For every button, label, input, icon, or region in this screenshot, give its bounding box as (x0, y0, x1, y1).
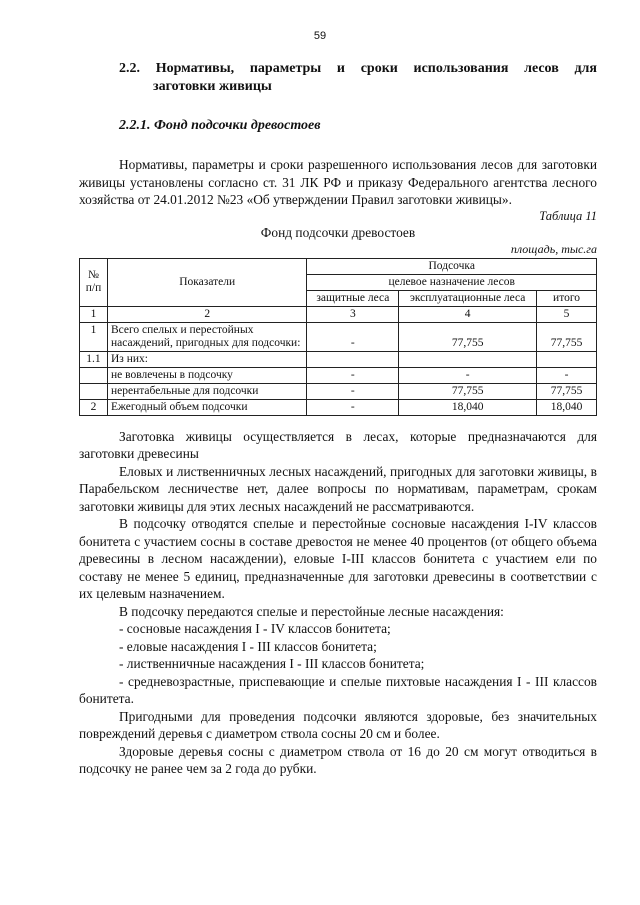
row-num: 2 (80, 399, 108, 415)
row-total (537, 351, 597, 367)
body-paragraph: Здоровые деревья сосны с диаметром ствола от 16 до 20 см могут отводиться в подсочку не ранее чем за 2 года до рубки. (79, 743, 597, 776)
header-operational: эксплуатационные леса (399, 290, 537, 306)
row-protective: - (307, 367, 399, 383)
header-num: № п/п (80, 258, 108, 306)
intro-paragraph: Нормативы, параметры и сроки разрешенного использования лесов для заготовки живицы установлены согласно ст. 31 ЛК РФ и приказу Федерального агентства лесного хозяйства от 24.01.2012 №23 «Об утверждении Правил заготовки живицы». (79, 157, 597, 207)
section-number: 2.2. (119, 61, 140, 76)
row-operational: 77,755 (399, 383, 537, 399)
document-body (79, 60, 597, 778)
row-operational: - (399, 367, 537, 383)
row-num (80, 383, 108, 399)
row-operational: 18,040 (399, 399, 537, 415)
row-num: 1.1 (80, 351, 108, 367)
page-number: 59 (313, 30, 327, 42)
list-item: - сосновые насаждения I - IV классов бонитета; (119, 621, 391, 636)
subsection-heading: 2.2.1. Фонд подсочки древостоев (119, 118, 321, 133)
body-paragraph: Пригодными для проведения подсочки являются здоровые, без значительных повреждений деревья с диаметром ствола сосны 20 см и более. (79, 708, 597, 741)
row-total: 77,755 (537, 383, 597, 399)
row-operational (399, 351, 537, 367)
row-label: нерентабельные для подсочки (107, 383, 306, 399)
column-number: 5 (537, 306, 597, 322)
row-label: Из них: (107, 351, 306, 367)
header-tapping: Подсочка (307, 258, 597, 274)
row-label: Ежегодный объем подсочки (107, 399, 306, 415)
list-item: - лиственничные насаждения I - III классов бонитета; (119, 656, 425, 671)
row-protective: - (307, 383, 399, 399)
section-title-word: лесов (524, 61, 559, 76)
column-number: 1 (80, 306, 108, 322)
row-label: Всего спелых и перестойных насаждений, пригодных для подсочки: (107, 322, 306, 351)
row-label: не вовлечены в подсочку (107, 367, 306, 383)
section-title-word: для (574, 61, 597, 76)
header-protective: защитные леса (307, 290, 399, 306)
table-row (80, 367, 597, 383)
list-item: - еловые насаждения I - III классов бонитета; (119, 638, 377, 654)
header-total: итого (537, 290, 597, 306)
tapping-fund-table (79, 258, 597, 416)
table-row (80, 383, 597, 399)
row-total: 77,755 (537, 322, 597, 351)
row-total: 18,040 (537, 399, 597, 415)
row-protective (307, 351, 399, 367)
table-row (80, 351, 597, 367)
row-protective: - (307, 322, 399, 351)
table-number: Таблица 11 (539, 208, 597, 223)
row-total: - (537, 367, 597, 383)
column-number: 3 (307, 306, 399, 322)
section-title-word: и (336, 61, 345, 76)
section-heading-line-1 (79, 60, 597, 78)
body-paragraph: В подсочку отводятся спелые и перестойные сосновые насаждения I-IV классов бонитета с участием сосны в составе древостоя не менее 40 процентов (от общего объема древесины в лесном насаждении), еловые I-III классов бонитета с участием ели по составу не менее 5 единиц, предназначенные для заготовки древесины в соответствии с их целевым назначением. (79, 516, 597, 601)
header-purpose: целевое назначение лесов (307, 274, 597, 290)
header-indicators: Показатели (107, 258, 306, 306)
table-row (80, 399, 597, 415)
section-heading (79, 60, 597, 96)
section-title-word: сроки (360, 61, 398, 76)
table-title: Фонд подсочки древостоев (260, 224, 416, 240)
body-paragraph: Заготовка живицы осуществляется в лесах, которые предназначаются для заготовки древесины (79, 428, 597, 461)
section-heading-line-2: заготовки живицы (153, 79, 272, 94)
section-title-word: Нормативы, (155, 61, 235, 76)
row-protective: - (307, 399, 399, 415)
body-paragraph: В подсочку передаются спелые и перестойные лесные насаждения: (119, 603, 504, 619)
column-number: 2 (107, 306, 306, 322)
table-unit: площадь, тыс.га (510, 241, 597, 256)
table-row (80, 322, 597, 351)
row-operational: 77,755 (399, 322, 537, 351)
column-number-row (80, 306, 597, 322)
column-number: 4 (399, 306, 537, 322)
body-paragraph: Еловых и лиственничных лесных насаждений, пригодных для заготовки живицы, в Парабельском лесничестве нет, далее вопросы по нормативам, параметрам, срокам заготовки живицы для этих лесных насаждений не рассматриваются. (79, 463, 597, 514)
section-title-word: параметры (249, 61, 322, 76)
section-title-word: использования (413, 61, 509, 76)
row-num (80, 367, 108, 383)
row-num: 1 (80, 322, 108, 351)
list-item: - средневозрастные, приспевающие и спелые пихтовые насаждения I - III классов бонитета. (79, 673, 597, 706)
